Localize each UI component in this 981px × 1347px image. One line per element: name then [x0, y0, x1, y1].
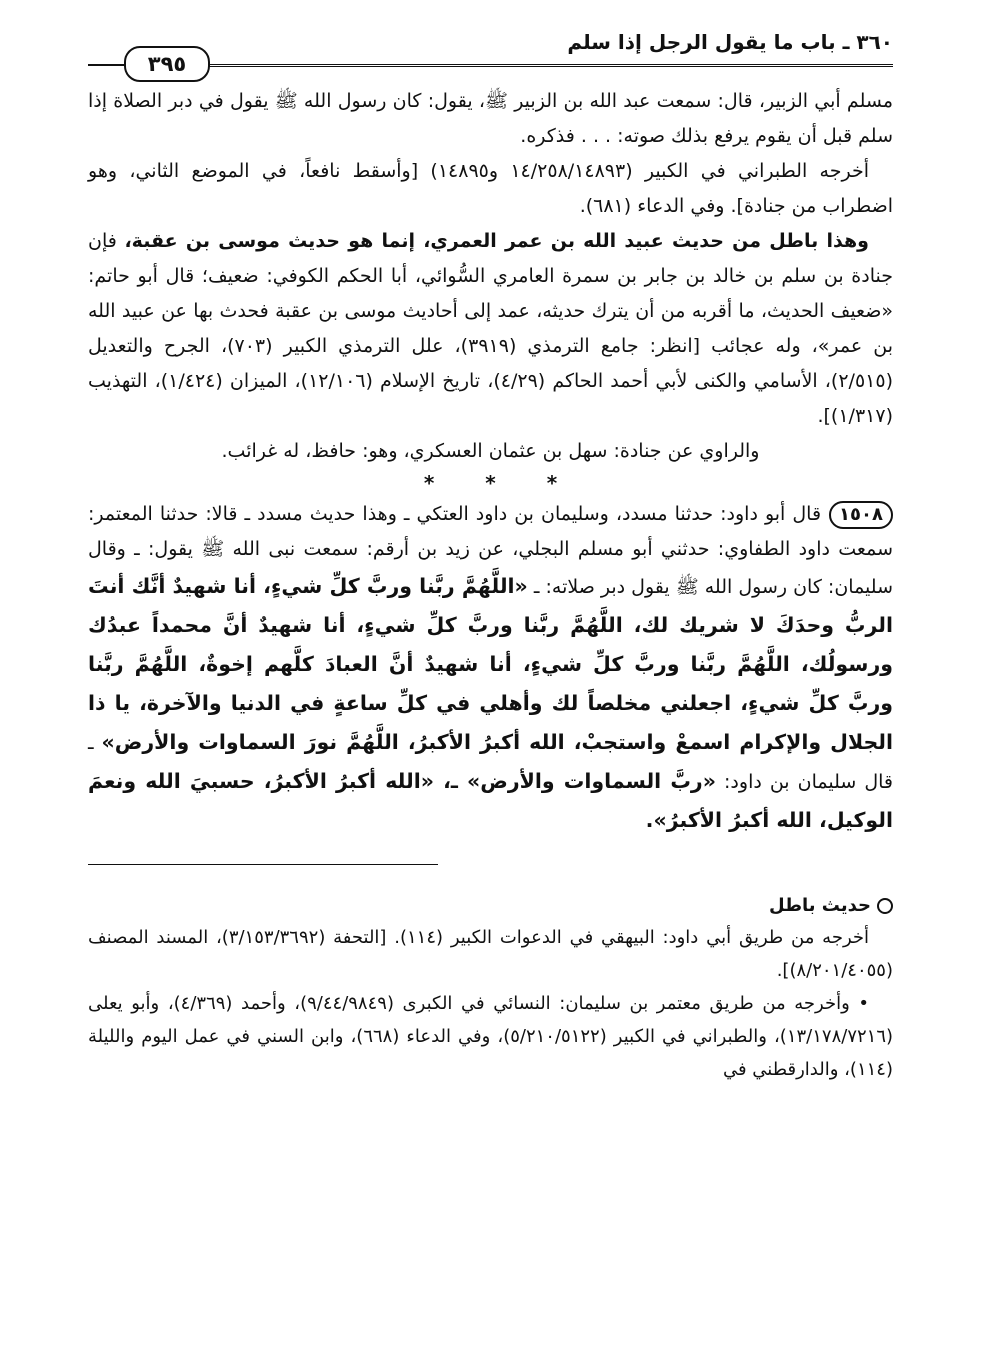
page-number-badge [124, 46, 210, 82]
discussion-text: فإن جنادة بن سلم بن خالد بن جابر بن سمرة العامري السُّوائي، أبا الحكم الكوفي: ضعيف؛ قال أبو حاتم: «ضعيف الحديث، ما أقربه من أن يترك حديثه، عمد إلى أحاديث موسى بن عقبة فحدث بها عن عبيد الله بن عمر»، وله عجائب [انظر: جامع الترمذي (٣٩١٩)، علل الترمذي الكبير (٧٠٣)، الجرح والتعديل (٢/٥١٥)، الأسامي والكنى لأبي أحمد الحاكم (٤/٢٩)، تاريخ الإسلام (١٢/١٠٦)، الميزان (١/٤٢٤)، التهذيب (١/٣١٧)]. [88, 230, 894, 427]
header-rule [206, 64, 893, 67]
footnote-item: • وأخرجه من طريق معتمر بن سليمان: النسائي في الكبرى (٩/٤٤/٩٨٤٩)، وأحمد (٤/٣٦٩)، وأبو يعلى (١٣/١٧٨/٧٢١٦)، والطبراني في الكبير (٥/٢١٠/٥١٢٢)، وفي الدعاء (٦٦٨)، وابن السني في عمل اليوم والليلة (١١٤)، والدارقطني في [88, 993, 894, 1080]
hadith-text: «اللَّهُمَّ ربَّنا وربَّ كلِّ شيءٍ، أنا شهيدٌ أنَّك أنتَ الربُّ وحدَكَ لا شريك لك، اللَّهُمَّ ربَّنا وربَّ كلِّ شيءٍ، أنا شهيدٌ أنَّ محمداً عبدُك ورسولُك، اللَّهُمَّ ربَّنا وربَّ كلِّ شيءٍ، أنا شهيدٌ أنَّ العبادَ كلَّهم إخوةٌ، اللَّهُمَّ ربَّنا وربَّ كلِّ شيءٍ، اجعلني مخلصاً لك وأهلي في كلِّ ساعةٍ في الدنيا والآخرة، يا ذا الجلال والإكرام اسمعْ واستجبْ، الله أكبرُ الأكبرُ، اللَّهُمَّ نورَ السماوات والأرض» [88, 574, 894, 754]
section-separator-stars: * * * [423, 471, 580, 495]
book-page [88, 28, 893, 1086]
paragraph-takhrij: أخرجه الطبراني في الكبير (١٤/٢٥٨/١٤٨٩٣ و١٤٨٩٥) [وأسقط نافعاً، في الموضع الثاني، وهو اضطراب من جنادة]. وفي الدعاء (٦٨١). [88, 160, 893, 217]
paragraph-chain: مسلم أبي الزبير، قال: سمعت عبد الله بن الزبير ﷺ، يقول: كان رسول الله ﷺ يقول في دبر الصلاة إذا سلم قبل أن يقوم يرفع بذلك صوته: . . . فذكره. [88, 90, 893, 147]
header-rule-tail [88, 64, 124, 66]
hadith-number: ١٥٠٨ [829, 501, 893, 529]
footnote-separator [88, 864, 438, 865]
narrator-note: والراوي عن جنادة: سهل بن عثمان العسكري، وهو: حافظ، له غرائب. [221, 440, 760, 462]
bold-lead: وهذا باطل من حديث عبيد الله بن عمر العمري، إنما هو حديث موسى بن عقبة، [124, 230, 869, 252]
paragraph-discussion [88, 224, 893, 434]
grade-marker-icon [877, 898, 893, 914]
hadith-block [88, 497, 893, 840]
page-header [88, 28, 893, 84]
hadith-intro: قال أبو داود: حدثنا مسدد، وسليمان بن داود العتكي ـ وهذا حديث مسدد ـ قالا: حدثنا المعتمر: سمعت داود الطفاوي: حدثني أبو مسلم البجلي، عن زيد بن أرقم: سمعت نبى الله ﷺ يقول: ـ وقال سليمان: كان رسول الله ﷺ يقول دبر صلاته: ـ [88, 503, 893, 598]
hadith-end: «ربَّ السماوات والأرض» ـ، «الله أكبرُ الأكبرُ، حسبيَ الله ونعمَ الوكيل، الله أكبرُ الأكبرُ». [88, 769, 893, 832]
running-title: ٣٦٠ ـ باب ما يقول الرجل إذا سلم [567, 30, 893, 54]
grade-label: حديث باطل [769, 895, 871, 916]
page-number: ٣٩٥ [147, 52, 187, 76]
hadith-grade [88, 891, 893, 921]
footnote-item: أخرجه من طريق أبي داود: البيهقي في الدعوات الكبير (١١٤). [التحفة (٣/١٥٣/٣٦٩٢)، المسند المصنف (٨/٢٠١/٤٠٥٥)]. [88, 927, 893, 981]
hadith-middle: ـ قال سليمان بن داود: [88, 732, 894, 793]
footnotes [88, 891, 893, 1086]
